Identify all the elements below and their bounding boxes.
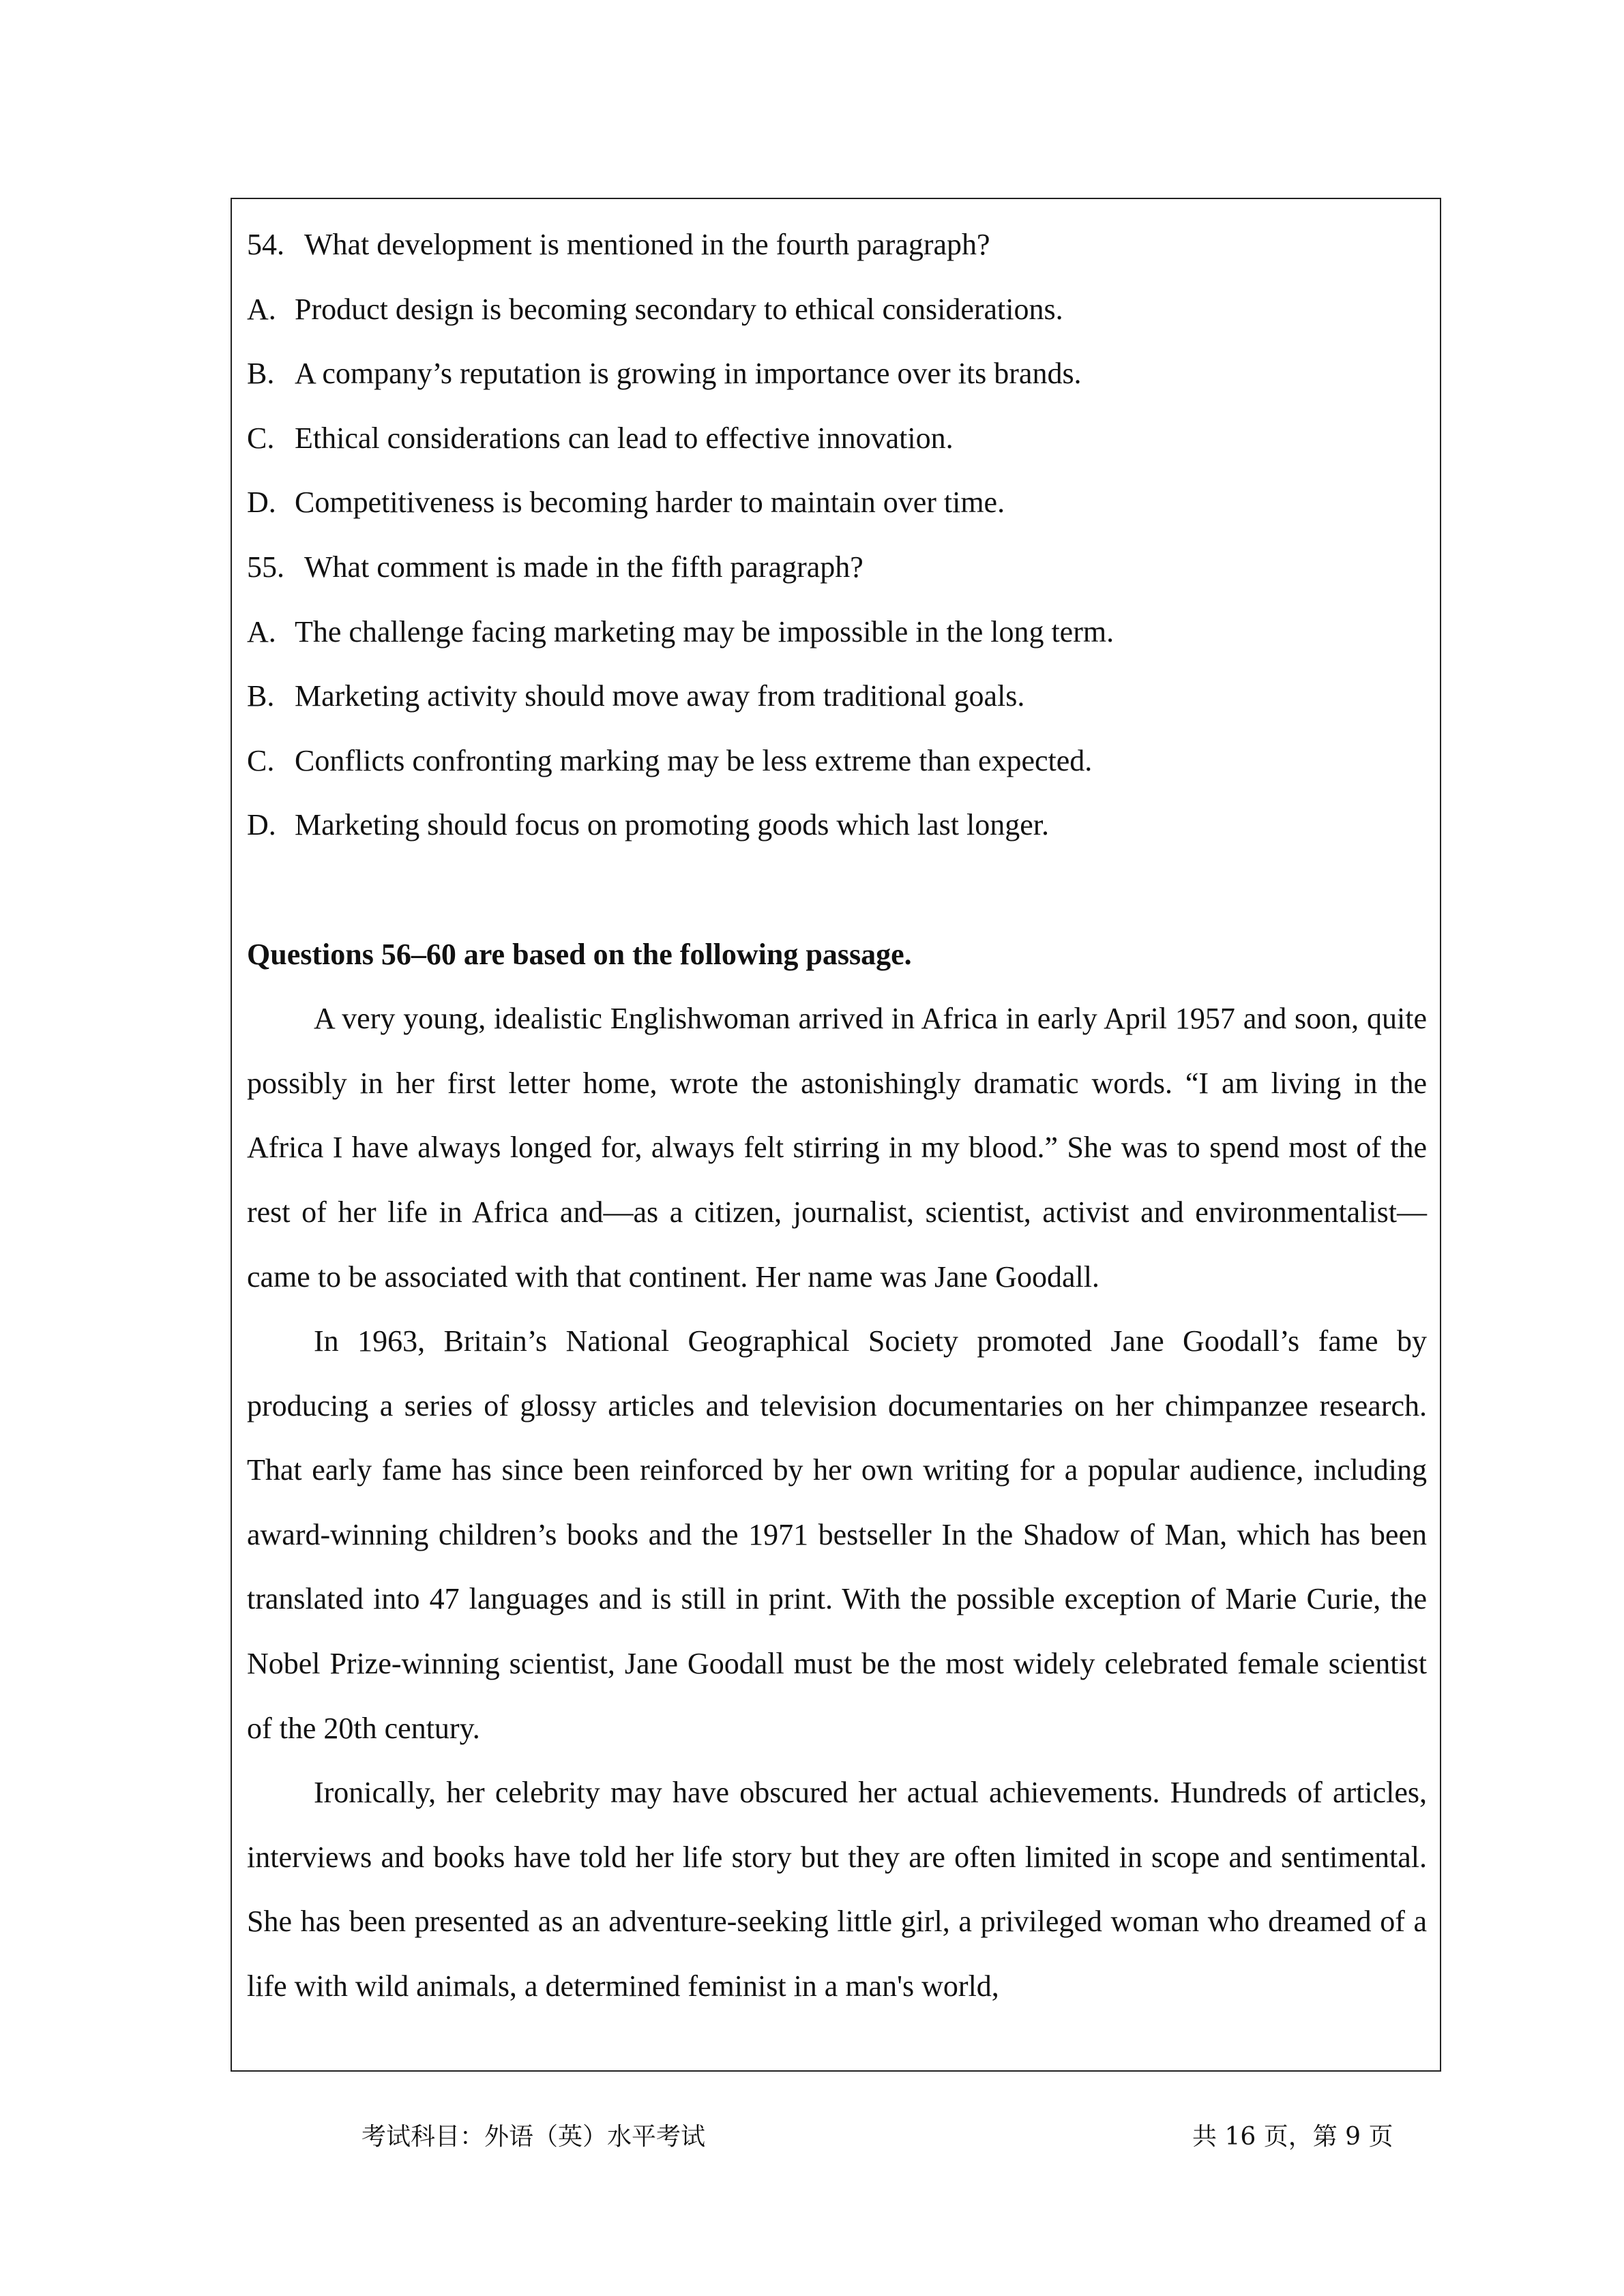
- option-letter: A.: [247, 292, 276, 326]
- passage-paragraph: In 1963, Britain’s National Geographical Society promoted Jane Goodall’s fame by producing a series of glossy articles and television documentaries on her chimpanzee research. That early fame has since been reinforced by her own writing for a popular audience, including award-winning children’s books and the 1971 bestseller In the Shadow of Man, which has been translated into 47 languages and is still in print. With the possible exception of Marie Curie, the Nobel Prize-winning scientist, Jane Goodall must be the most widely celebrated female scientist of the 20th century.: [247, 1324, 1427, 1745]
- option-text: Marketing activity should move away from traditional goals.: [295, 679, 1025, 713]
- option-text: A company’s reputation is growing in importance over its brands.: [295, 357, 1082, 391]
- option-letter: C.: [247, 743, 275, 777]
- page-content: [247, 213, 1427, 2019]
- answer-option: [247, 406, 1427, 471]
- option-letter: B.: [247, 679, 275, 713]
- question-text: What development is mentioned in the fourth paragraph?: [304, 228, 990, 261]
- option-text: Ethical considerations can lead to effective innovation.: [295, 421, 954, 455]
- section-gap: [247, 858, 1427, 923]
- answer-option: [247, 600, 1427, 665]
- content-frame: [231, 198, 1441, 2072]
- option-text: Marketing should focus on promoting goods which last longer.: [295, 808, 1049, 842]
- option-letter: C.: [247, 421, 275, 455]
- option-letter: B.: [247, 357, 275, 391]
- answer-option: [247, 664, 1427, 729]
- answer-option: [247, 793, 1427, 858]
- question-stem: [247, 535, 1427, 600]
- option-letter: D.: [247, 486, 276, 520]
- question-55: [247, 535, 1427, 858]
- answer-option: [247, 278, 1427, 342]
- answer-option: [247, 342, 1427, 406]
- option-text: Conflicts confronting marking may be less extreme than expected.: [295, 743, 1093, 777]
- answer-option: [247, 729, 1427, 794]
- question-text: What comment is made in the fifth paragraph?: [304, 550, 863, 584]
- footer-page-number: 共 16 页，第 9 页: [1192, 2123, 1393, 2151]
- question-stem: [247, 213, 1427, 278]
- passage-paragraph: A very young, idealistic Englishwoman arrived in Africa in early April 1957 and soon, quite possibly in her first letter home, wrote the astonishingly dramatic words. “I am living in the Africa I have always longed for, always felt stirring in my blood.” She was to spend most of the rest of her life in Africa and—as a citizen, journalist, scientist, activist and environmentalist—came to be associated with that continent. Her name was Jane Goodall.: [247, 1002, 1427, 1294]
- footer-subject: 考试科目：外语（英）水平考试: [361, 2123, 706, 2151]
- option-letter: D.: [247, 808, 276, 842]
- question-number: 55.: [247, 550, 284, 584]
- passage-heading: Questions 56–60 are based on the following passage.: [247, 937, 912, 971]
- question-54: [247, 213, 1427, 535]
- option-text: Product design is becoming secondary to ethical considerations.: [295, 292, 1063, 326]
- passage-paragraph: Ironically, her celebrity may have obscured her actual achievements. Hundreds of articles, interviews and books have told her life story but they are often limited in scope and sentimental. She has been presented as an adventure-seeking little girl, a privileged woman who dreamed of a life with wild animals, a determined feminist in a man's world,: [247, 1776, 1427, 2003]
- option-text: Competitiveness is becoming harder to maintain over time.: [295, 486, 1005, 520]
- question-number: 54.: [247, 228, 284, 261]
- option-letter: A.: [247, 614, 276, 648]
- option-text: The challenge facing marketing may be impossible in the long term.: [295, 614, 1114, 648]
- answer-option: [247, 471, 1427, 535]
